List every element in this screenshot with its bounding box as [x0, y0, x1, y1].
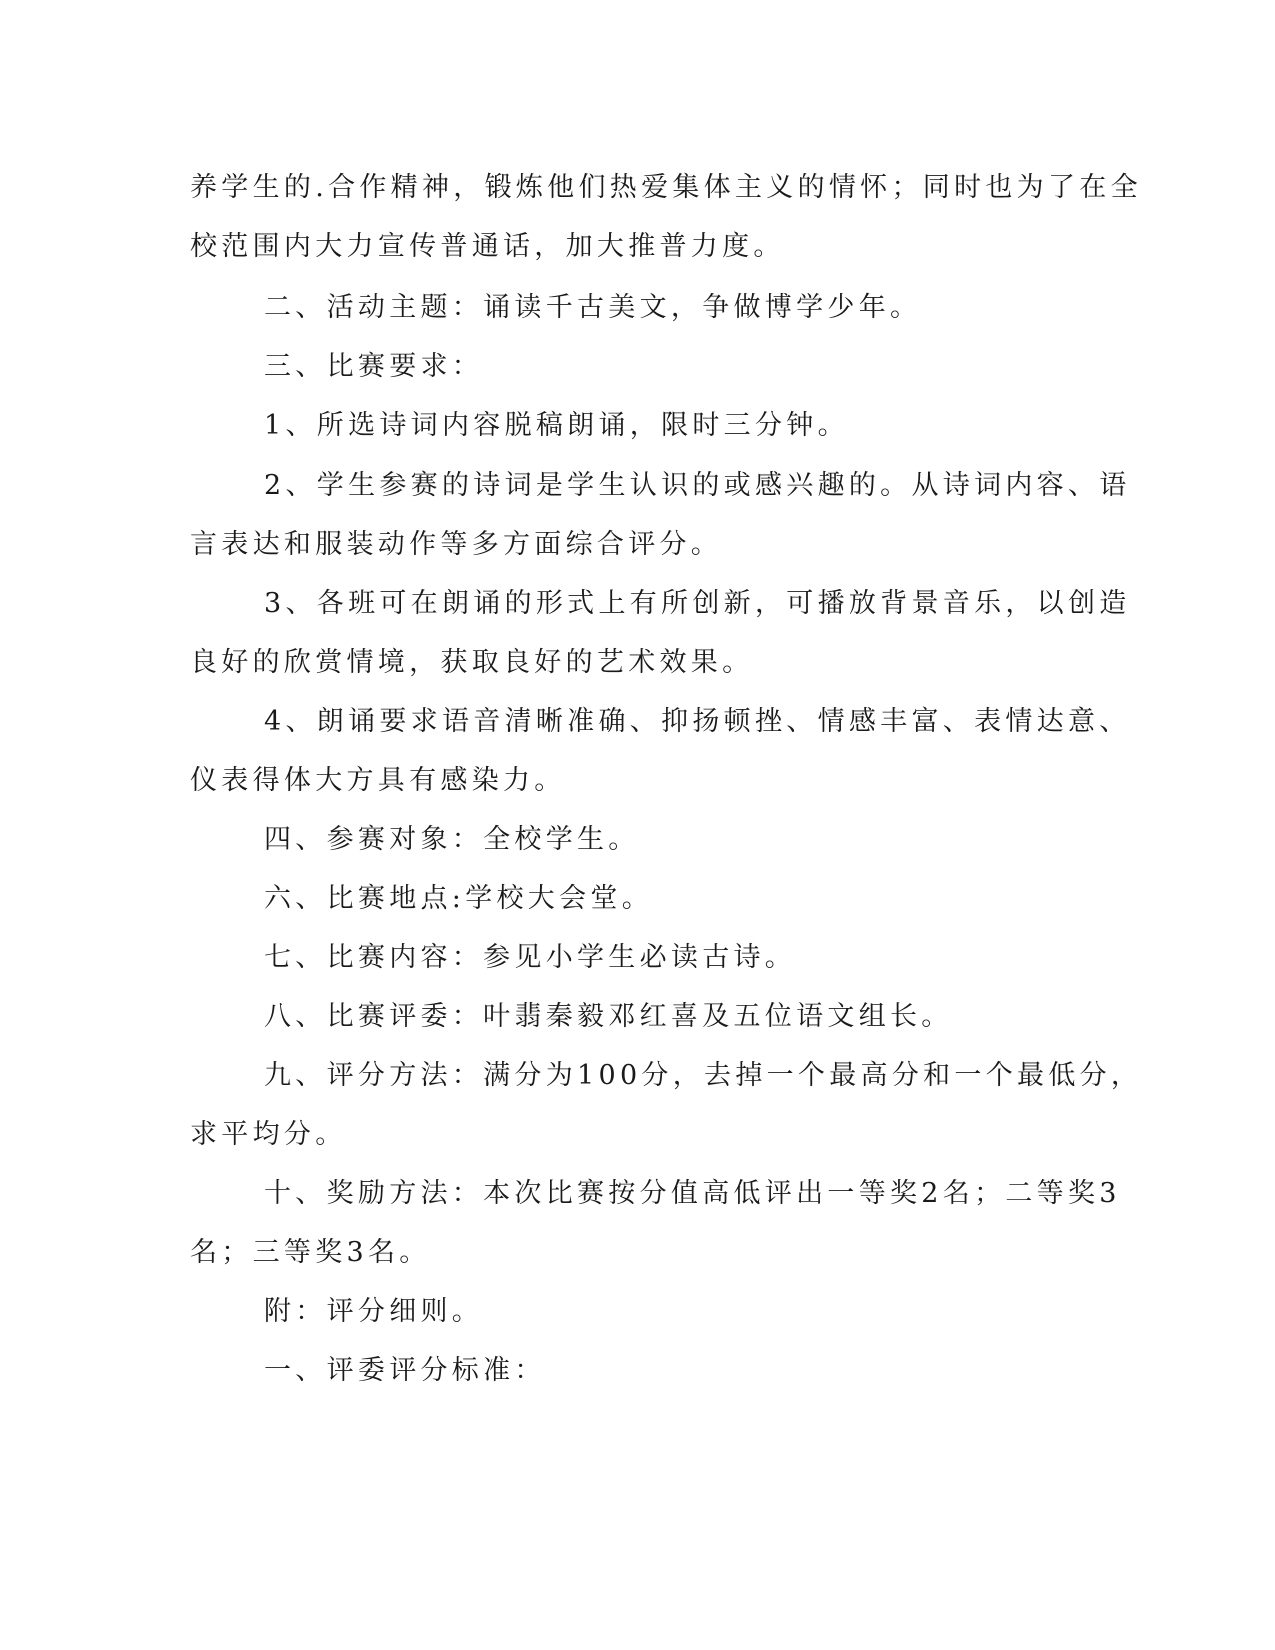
- paragraph-line: 仪表得体大方具有感染力。: [190, 765, 566, 796]
- section-heading: 九、评分方法：满分为100分，去掉一个最高分和一个最低分，: [264, 1060, 1143, 1091]
- list-item: 1、所选诗词内容脱稿朗诵，限时三分钟。: [264, 410, 849, 441]
- section-heading: 一、评委评分标准：: [264, 1355, 546, 1386]
- section-heading: 八、比赛评委：叶翡秦毅邓红喜及五位语文组长。: [264, 1001, 953, 1032]
- section-heading: 七、比赛内容：参见小学生必读古诗。: [264, 942, 797, 973]
- list-item: 2、学生参赛的诗词是学生认识的或感兴趣的。从诗词内容、语: [264, 470, 1131, 501]
- list-item: 3、各班可在朗诵的形式上有所创新，可播放背景音乐，以创造: [264, 588, 1131, 619]
- section-heading: 四、参赛对象：全校学生。: [264, 824, 640, 855]
- paragraph-line: 良好的欣赏情境，获取良好的艺术效果。: [190, 647, 754, 678]
- paragraph-line: 名；三等奖3名。: [190, 1237, 431, 1268]
- appendix-heading: 附：评分细则。: [264, 1296, 484, 1327]
- section-heading: 六、比赛地点:学校大会堂。: [264, 883, 653, 914]
- section-heading: 二、活动主题：诵读千古美文，争做博学少年。: [264, 292, 922, 323]
- section-heading: 十、奖励方法：本次比赛按分值高低评出一等奖2名；二等奖3: [264, 1178, 1121, 1209]
- list-item: 4、朗诵要求语音清晰准确、抑扬顿挫、情感丰富、表情达意、: [264, 706, 1131, 737]
- paragraph-line: 求平均分。: [190, 1119, 347, 1150]
- section-heading: 三、比赛要求：: [264, 351, 484, 382]
- paragraph-line: 养学生的.合作精神，锻炼他们热爱集体主义的情怀；同时也为了在全: [190, 172, 1142, 203]
- paragraph-line: 言表达和服装动作等多方面综合评分。: [190, 529, 723, 560]
- paragraph-line: 校范围内大力宣传普通话，加大推普力度。: [190, 231, 785, 262]
